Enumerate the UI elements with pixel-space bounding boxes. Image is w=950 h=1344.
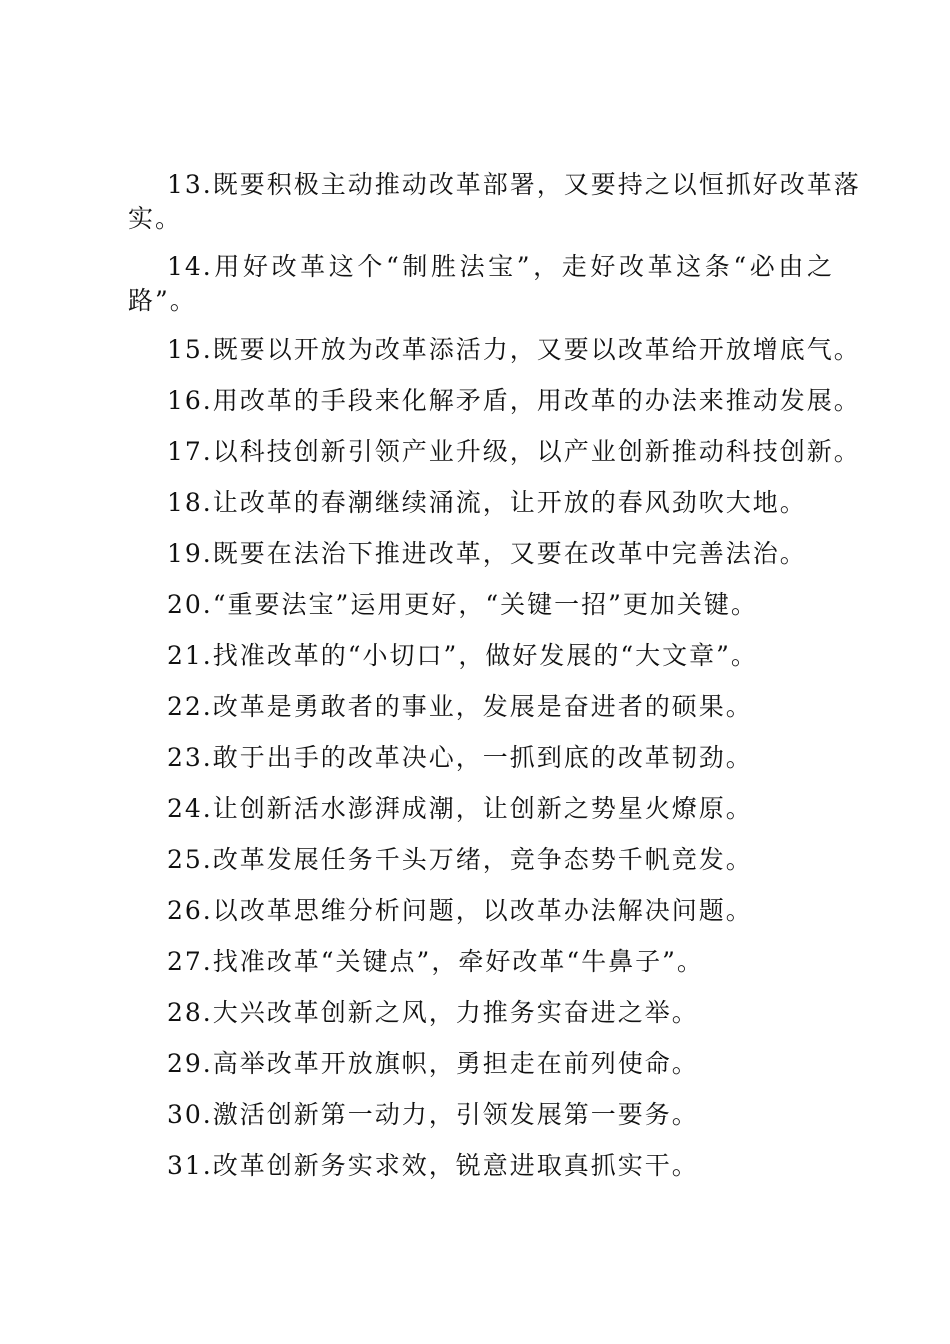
item-number: 14. [167, 252, 213, 281]
list-item-line [128, 794, 753, 823]
list-item [128, 840, 834, 891]
list-item [128, 248, 834, 330]
item-text: 敢于出手的改革决心，一抓到底的改革韧劲。 [212, 743, 753, 772]
list-item-line [128, 590, 758, 619]
list-item [128, 1095, 834, 1146]
item-number: 20. [167, 590, 213, 619]
item-number: 26. [167, 896, 213, 925]
item-text: 既要积极主动推动改革部署，又要持之以恒抓好改革落 [212, 170, 861, 199]
item-number: 27. [167, 947, 213, 976]
item-text: 既要在法治下推进改革，又要在改革中完善法治。 [212, 539, 807, 568]
item-text: 以改革思维分析问题，以改革办法解决问题。 [212, 896, 753, 925]
item-text: 找准改革的“小切口”，做好发展的“大文章”。 [212, 641, 758, 670]
list-item-line [128, 641, 758, 670]
item-number: 29. [167, 1049, 213, 1078]
item-number: 24. [167, 794, 213, 823]
item-text: 大兴改革创新之风，力推务实奋进之举。 [212, 998, 699, 1027]
list-item-line [128, 437, 861, 466]
list-item [128, 1044, 834, 1095]
list-item-line [128, 1049, 699, 1078]
item-number: 15. [167, 335, 213, 364]
item-number: 23. [167, 743, 213, 772]
list-item [128, 891, 834, 942]
item-number: 16. [167, 386, 213, 415]
item-number: 13. [167, 170, 213, 199]
list-item [128, 483, 834, 534]
list-item-first-line [128, 166, 861, 204]
item-number: 31. [167, 1151, 213, 1180]
list-item-line [128, 692, 753, 721]
item-number: 21. [167, 641, 213, 670]
list-item-line [128, 1151, 699, 1180]
list-item-continuation: 路”。 [128, 286, 197, 315]
item-text: 激活创新第一动力，引领发展第一要务。 [212, 1100, 699, 1129]
list-item [128, 1146, 834, 1197]
item-text: 改革创新务实求效，锐意进取真抓实干。 [212, 1151, 699, 1180]
item-text: 改革是勇敢者的事业，发展是奋进者的硕果。 [212, 692, 753, 721]
list-item-continuation: 实。 [128, 204, 183, 233]
item-text: 以科技创新引领产业升级，以产业创新推动科技创新。 [212, 437, 861, 466]
numbered-list [128, 166, 861, 1197]
list-item-line [128, 743, 753, 772]
item-number: 22. [167, 692, 213, 721]
list-item [128, 738, 834, 789]
list-item [128, 585, 834, 636]
list-item-line [128, 998, 699, 1027]
list-item [128, 636, 834, 687]
item-number: 25. [167, 845, 213, 874]
list-item-first-line [128, 248, 834, 286]
item-number: 30. [167, 1100, 213, 1129]
item-number: 18. [167, 488, 213, 517]
item-text: 找准改革“关键点”，牵好改革“牛鼻子”。 [212, 947, 704, 976]
item-text: 高举改革开放旗帜，勇担走在前列使命。 [212, 1049, 699, 1078]
item-text: 让创新活水澎湃成潮，让创新之势星火燎原。 [212, 794, 753, 823]
list-item [128, 432, 861, 483]
list-item [128, 534, 834, 585]
item-text: 用好改革这个“制胜法宝”，走好改革这条“必由之 [212, 252, 834, 281]
item-number: 17. [167, 437, 213, 466]
item-number: 19. [167, 539, 213, 568]
item-text: 既要以开放为改革添活力，又要以改革给开放增底气。 [212, 335, 861, 364]
list-item-line [128, 1100, 699, 1129]
list-item-line [128, 488, 807, 517]
list-item [128, 381, 861, 432]
list-item [128, 789, 834, 840]
list-item-line [128, 896, 753, 925]
item-number: 28. [167, 998, 213, 1027]
list-item [128, 942, 834, 993]
list-item [128, 166, 861, 248]
item-text: 用改革的手段来化解矛盾，用改革的办法来推动发展。 [212, 386, 861, 415]
item-text: “重要法宝”运用更好，“关键一招”更加关键。 [212, 590, 758, 619]
list-item [128, 330, 861, 381]
list-item-line [128, 845, 753, 874]
list-item-line [128, 539, 807, 568]
list-item-line [128, 335, 861, 364]
list-item [128, 993, 834, 1044]
list-item-line [128, 386, 861, 415]
list-item-line [128, 947, 704, 976]
list-item [128, 687, 834, 738]
item-text: 让改革的春潮继续涌流，让开放的春风劲吹大地。 [212, 488, 807, 517]
item-text: 改革发展任务千头万绪，竞争态势千帆竞发。 [212, 845, 753, 874]
